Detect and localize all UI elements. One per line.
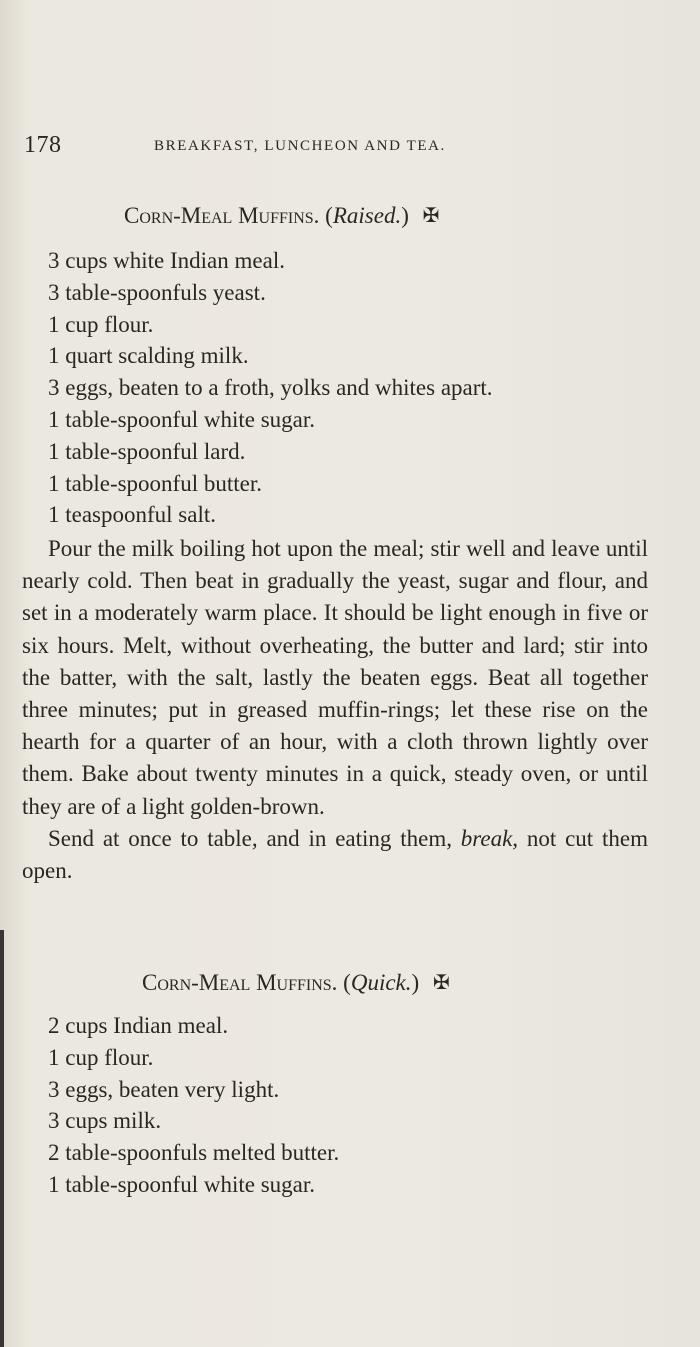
recipe-instructions [22, 533, 648, 887]
recipe-title-text: Corn-Meal Muffins. [142, 970, 338, 995]
page-number: 178 [24, 132, 62, 158]
page-header [24, 132, 664, 162]
ingredient-item: 1 table-spoonful white sugar. [48, 1171, 316, 1197]
ingredient-item: 2 cups Indian meal. [48, 1013, 229, 1038]
serving-note: Send at once to table, and in eating them, break, not cut them open. [22, 825, 649, 884]
ingredient-list-quick [48, 1010, 339, 1201]
ingredient-item: 3 cups white Indian meal. [48, 248, 285, 273]
recipe-title-quick [142, 970, 450, 996]
cross-mark-icon: ✠ [432, 972, 450, 994]
ingredient-list-raised [48, 245, 493, 531]
ingredient-item: 3 eggs, beaten very light. [48, 1076, 280, 1102]
running-head: BREAKFAST, LUNCHEON AND TEA. [154, 138, 446, 154]
ingredient-item: 2 table-spoonfuls melted butter. [48, 1140, 340, 1166]
recipe-title-text: Corn-Meal Muffins. [124, 203, 320, 228]
ingredient-item: 3 cups milk. [48, 1108, 162, 1134]
ingredient-item: 1 quart scalding milk. [48, 343, 249, 369]
ingredient-item: 1 table-spoonful lard. [48, 438, 246, 464]
ingredient-item: 1 table-spoonful white sugar. [48, 406, 316, 432]
ingredient-item: 1 teaspoonful salt. [48, 502, 216, 528]
cross-mark-icon: ✠ [422, 205, 440, 227]
ingredient-item: 3 table-spoonfuls yeast. [48, 279, 266, 305]
ingredient-item: 1 cup flour. [48, 1044, 154, 1070]
binding-edge [0, 930, 4, 1347]
emphasis-text: break, [460, 825, 519, 851]
ingredient-item: 3 eggs, beaten to a froth, yolks and whites apart. [48, 375, 493, 401]
recipe-variant: (Quick.) [343, 970, 420, 995]
recipe-title-raised [124, 203, 439, 229]
ingredient-item: 1 cup flour. [48, 311, 154, 337]
ingredient-item: 1 table-spoonful butter. [48, 470, 262, 496]
recipe-variant: (Raised.) [325, 203, 409, 228]
instructions-paragraph: Pour the milk boiling hot upon the meal; stir well and leave until nearly cold. Then beat in gradually the yeast, sugar and flour, and set in a moderately warm place. It should be light enough in five or six hours. Melt, without overheating, the butter and lard; stir into the batter, with the salt, lastly the beaten eggs. Beat all together three minutes; put in greased muffin-rings; let these rise on the hearth for a quarter of an hour, with a cloth thrown lightly over them. Bake about twenty minutes in a quick, steady oven, or until they are of a light golden-brown. [22, 536, 648, 819]
